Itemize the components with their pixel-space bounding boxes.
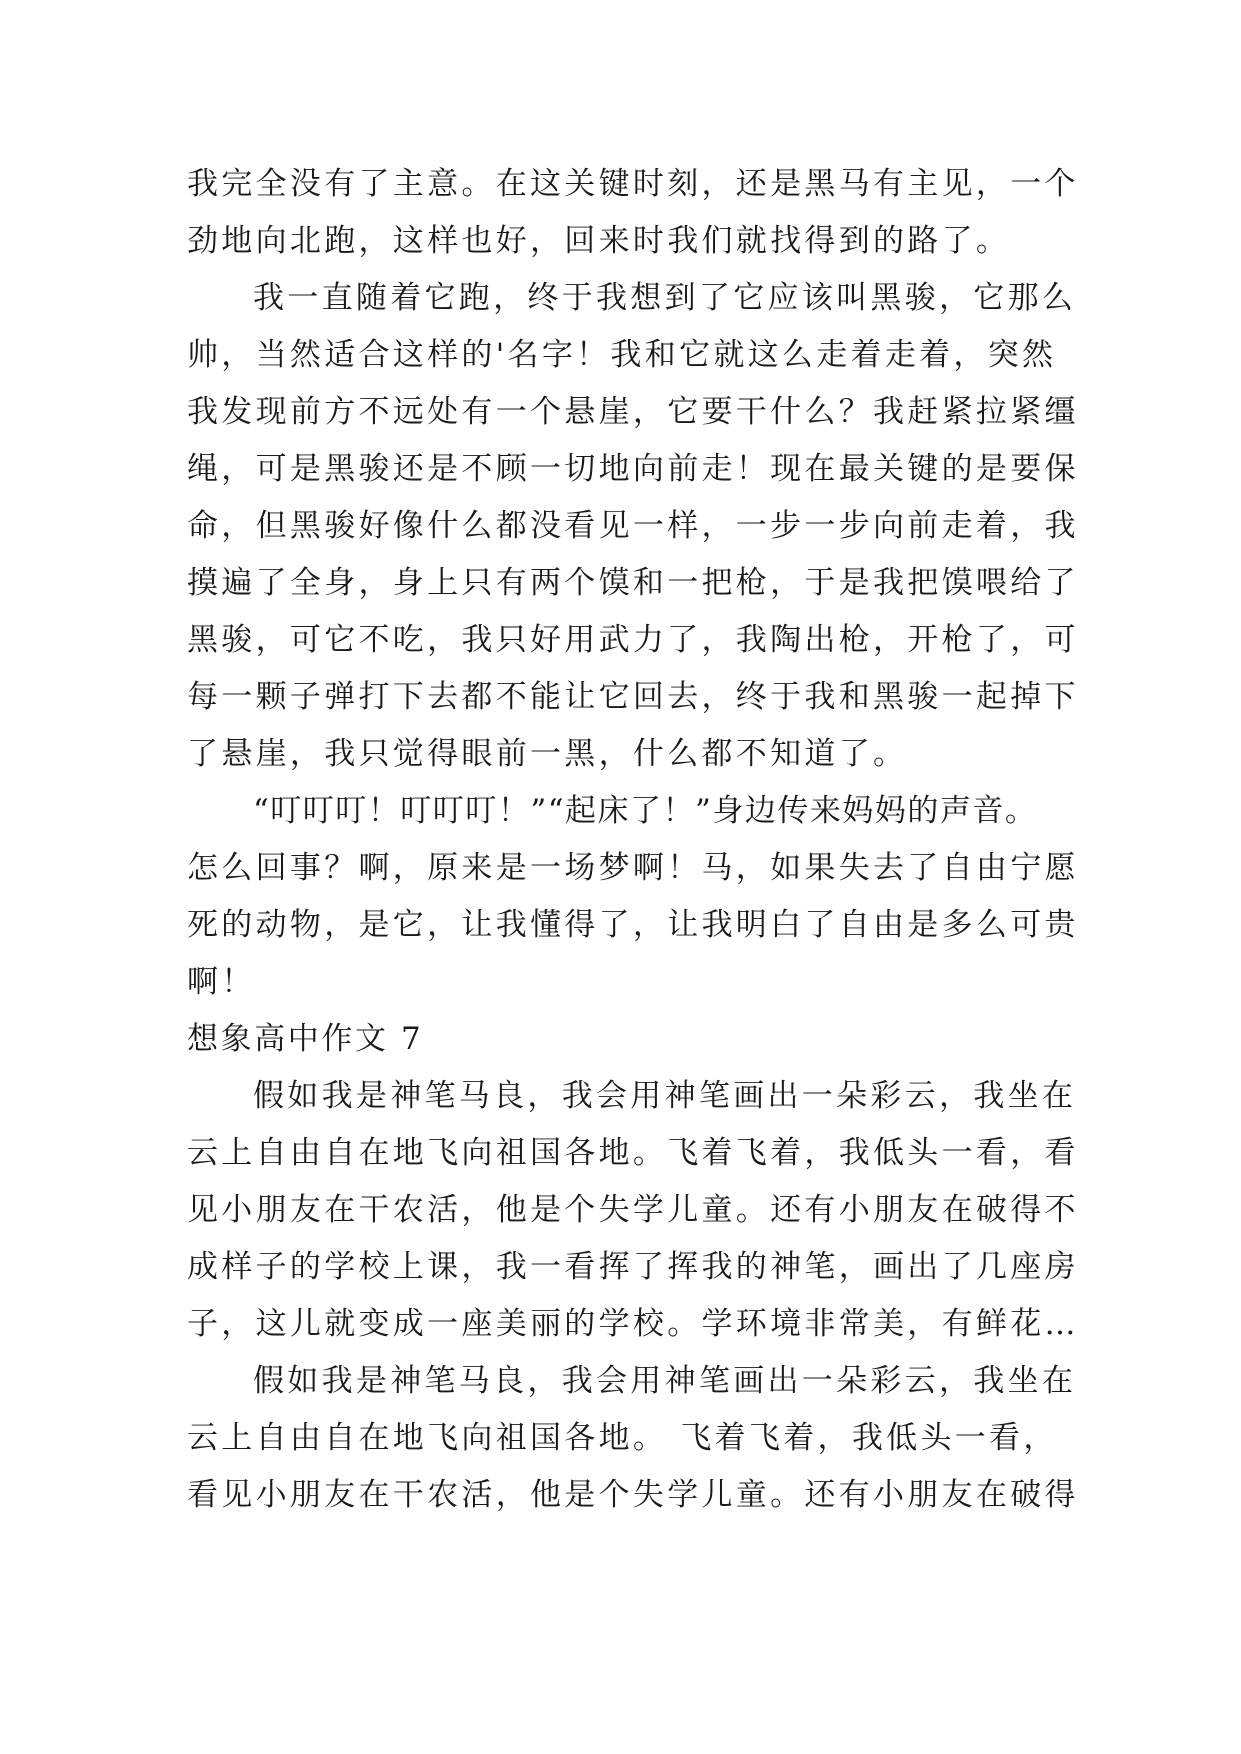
- text-line: 绳，可是黑骏还是不顾一切地向前走！现在最关键的是要保: [187, 451, 1079, 487]
- text-line: 了悬崖，我只觉得眼前一黑，什么都不知道了。: [187, 736, 908, 772]
- text-line: 子，这儿就变成一座美丽的学校。学环境非常美，有鲜花…: [187, 1306, 1079, 1342]
- text-line: 云上自由自在地飞向祖国各地。飞着飞着，我低头一看，看: [187, 1135, 1079, 1171]
- paragraph-first-line: 假如我是神笔马良，我会用神笔画出一朵彩云，我坐在: [253, 1363, 1077, 1399]
- text-line: 见小朋友在干农活，他是个失学儿童。还有小朋友在破得不: [187, 1192, 1079, 1228]
- text-line: 黑骏，可它不吃，我只好用武力了，我陶出枪，开枪了，可: [187, 622, 1079, 658]
- section-heading: 想象高中作文 7: [187, 1021, 424, 1057]
- text-line: 怎么回事？啊，原来是一场梦啊！马，如果失去了自由宁愿: [187, 850, 1079, 886]
- text-line: 每一颗子弹打下去都不能让它回去，终于我和黑骏一起掉下: [187, 679, 1079, 715]
- text-line: 命，但黑骏好像什么都没看见一样，一步一步向前走着，我: [187, 508, 1079, 544]
- text-line: 看见小朋友在干农活，他是个失学儿童。还有小朋友在破得: [187, 1477, 1079, 1513]
- paragraph-first-line: 我一直随着它跑，终于我想到了它应该叫黑骏，它那么: [253, 280, 1077, 316]
- text-line: 劲地向北跑，这样也好，回来时我们就找得到的路了。: [187, 223, 1011, 259]
- text-line: 我完全没有了主意。在这关键时刻，还是黑马有主见，一个: [187, 166, 1079, 202]
- paragraph-first-line: 假如我是神笔马良，我会用神笔画出一朵彩云，我坐在: [253, 1078, 1077, 1114]
- text-line: 帅，当然适合这样的'名字！我和它就这么走着走着，突然: [187, 337, 1057, 373]
- paragraph-first-line: “叮叮叮！叮叮叮！”“起床了！”身边传来妈妈的声音。: [253, 793, 1038, 829]
- text-line: 死的动物，是它，让我懂得了，让我明白了自由是多么可贵: [187, 907, 1079, 943]
- text-line: 摸遍了全身，身上只有两个馍和一把枪，于是我把馍喂给了: [187, 565, 1079, 601]
- text-line: 我发现前方不远处有一个悬崖，它要干什么？我赶紧拉紧缰: [187, 394, 1079, 430]
- text-line: 啊！: [187, 964, 256, 1000]
- text-line: 云上自由自在地飞向祖国各地。 飞着飞着，我低头一看，: [187, 1420, 1058, 1456]
- text-line: 成样子的学校上课，我一看挥了挥我的神笔，画出了几座房: [187, 1249, 1079, 1285]
